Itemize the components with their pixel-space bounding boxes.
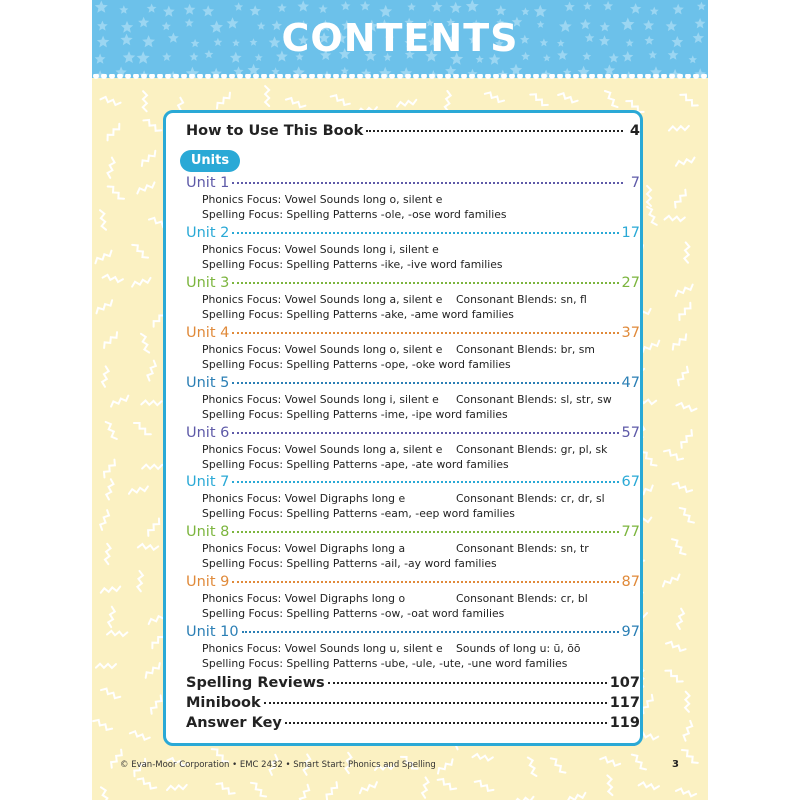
toc-entry-unit-9[interactable]	[186, 574, 640, 590]
unit-blends: Consonant Blends: sn, fl	[456, 293, 587, 306]
unit-phonics-focus: Phonics Focus: Vowel Sounds long a, silent e Consonant Blends: sn, fl	[202, 293, 587, 306]
unit-spelling-focus: Spelling Focus: Spelling Patterns -ope, -oke word families	[202, 358, 511, 371]
toc-entry-unit-4[interactable]	[186, 325, 640, 341]
toc-entry-page: 57	[621, 425, 640, 441]
toc-entry-page: 27	[621, 275, 640, 291]
leader-dots	[328, 682, 607, 684]
banner-scalloped-edge	[92, 74, 708, 82]
unit-blends: Consonant Blends: sn, tr	[456, 542, 589, 555]
toc-entry-unit-8[interactable]	[186, 524, 640, 540]
toc-entry-label: Unit 5	[186, 375, 230, 391]
unit-spelling-focus: Spelling Focus: Spelling Patterns -ike, -ive word families	[202, 258, 503, 271]
unit-spelling-focus: Spelling Focus: Spelling Patterns -ow, -oat word families	[202, 607, 505, 620]
toc-entry-answer-key[interactable]	[186, 715, 640, 731]
toc-entry-unit-10[interactable]	[186, 624, 640, 640]
unit-blends: Sounds of long u: ū, ōō	[456, 642, 581, 655]
unit-blends: Consonant Blends: sl, str, sw	[456, 393, 612, 406]
toc-entry-how-to-use[interactable]	[186, 123, 640, 139]
toc-entry-page: 97	[621, 624, 640, 640]
unit-phonics-focus: Phonics Focus: Vowel Sounds long i, silent e	[202, 243, 439, 256]
book-page	[92, 0, 708, 800]
toc-entry-label: Unit 3	[186, 275, 230, 291]
toc-entry-page: 77	[621, 524, 640, 540]
toc-entry-label: Minibook	[186, 695, 261, 711]
copyright-footer: © Evan-Moor Corporation • EMC 2432 • Smart Start: Phonics and Spelling	[120, 760, 436, 770]
toc-entry-page: 4	[629, 123, 640, 139]
leader-dots	[366, 130, 623, 132]
toc-entry-unit-1[interactable]	[186, 175, 640, 191]
page-number: 3	[672, 759, 679, 770]
title-banner	[92, 0, 708, 78]
toc-entry-label: Answer Key	[186, 715, 282, 731]
toc-entry-page: 67	[621, 474, 640, 490]
leader-dots	[232, 432, 618, 434]
toc-entry-label: Unit 7	[186, 474, 230, 490]
unit-spelling-focus: Spelling Focus: Spelling Patterns -ube, -ule, -ute, -une word families	[202, 657, 568, 670]
unit-spelling-focus: Spelling Focus: Spelling Patterns -ole, -ose word families	[202, 208, 507, 221]
toc-entry-label: Unit 8	[186, 524, 230, 540]
leader-dots	[264, 702, 607, 704]
leader-dots	[232, 282, 618, 284]
contents-panel	[163, 110, 643, 746]
unit-blends: Consonant Blends: cr, dr, sl	[456, 492, 605, 505]
toc-entry-page: 107	[609, 675, 640, 691]
toc-entry-unit-5[interactable]	[186, 375, 640, 391]
leader-dots	[232, 332, 618, 334]
toc-entry-unit-6[interactable]	[186, 425, 640, 441]
unit-phonics-focus: Phonics Focus: Vowel Digraphs long o Consonant Blends: cr, bl	[202, 592, 588, 605]
unit-spelling-focus: Spelling Focus: Spelling Patterns -ake, -ame word families	[202, 308, 514, 321]
unit-spelling-focus: Spelling Focus: Spelling Patterns -ime, -ipe word families	[202, 408, 508, 421]
unit-phonics-focus: Phonics Focus: Vowel Sounds long o, silent e Consonant Blends: br, sm	[202, 343, 595, 356]
toc-entry-label: Spelling Reviews	[186, 675, 325, 691]
toc-entry-unit-2[interactable]	[186, 225, 640, 241]
toc-entry-page: 117	[609, 695, 640, 711]
leader-dots	[232, 481, 618, 483]
toc-entry-unit-3[interactable]	[186, 275, 640, 291]
page-title: CONTENTS	[281, 16, 519, 60]
toc-entry-label: Unit 9	[186, 574, 230, 590]
unit-phonics-focus: Phonics Focus: Vowel Sounds long i, silent e Consonant Blends: sl, str, sw	[202, 393, 612, 406]
unit-spelling-focus: Spelling Focus: Spelling Patterns -ail, -ay word families	[202, 557, 497, 570]
leader-dots	[232, 182, 623, 184]
leader-dots	[232, 382, 618, 384]
toc-entry-page: 47	[621, 375, 640, 391]
toc-entry-page: 119	[609, 715, 640, 731]
toc-entry-page: 37	[621, 325, 640, 341]
leader-dots	[232, 531, 618, 533]
unit-blends: Consonant Blends: gr, pl, sk	[456, 443, 608, 456]
toc-entry-label: Unit 6	[186, 425, 230, 441]
toc-entry-page: 87	[621, 574, 640, 590]
unit-phonics-focus: Phonics Focus: Vowel Digraphs long e Consonant Blends: cr, dr, sl	[202, 492, 605, 505]
unit-phonics-focus: Phonics Focus: Vowel Digraphs long a Consonant Blends: sn, tr	[202, 542, 589, 555]
unit-phonics-focus: Phonics Focus: Vowel Sounds long a, silent e Consonant Blends: gr, pl, sk	[202, 443, 608, 456]
leader-dots	[232, 232, 618, 234]
unit-phonics-focus: Phonics Focus: Vowel Sounds long o, silent e	[202, 193, 443, 206]
unit-phonics-focus: Phonics Focus: Vowel Sounds long u, silent e Sounds of long u: ū, ōō	[202, 642, 581, 655]
toc-entry-page: 7	[630, 175, 640, 191]
toc-entry-label: Unit 2	[186, 225, 230, 241]
toc-entry-label: Unit 1	[186, 175, 230, 191]
leader-dots	[285, 722, 607, 724]
unit-spelling-focus: Spelling Focus: Spelling Patterns -ape, -ate word families	[202, 458, 509, 471]
unit-blends: Consonant Blends: cr, bl	[456, 592, 588, 605]
toc-entry-label: Unit 4	[186, 325, 230, 341]
toc-entry-spelling-reviews[interactable]	[186, 675, 640, 691]
toc-entry-label: How to Use This Book	[186, 123, 364, 139]
toc-entry-minibook[interactable]	[186, 695, 640, 711]
unit-spelling-focus: Spelling Focus: Spelling Patterns -eam, -eep word families	[202, 507, 515, 520]
toc-entry-page: 17	[621, 225, 640, 241]
units-badge: Units	[180, 150, 240, 172]
leader-dots	[232, 581, 618, 583]
toc-entry-label: Unit 10	[186, 624, 239, 640]
toc-entry-unit-7[interactable]	[186, 474, 640, 490]
leader-dots	[242, 631, 619, 633]
unit-blends: Consonant Blends: br, sm	[456, 343, 595, 356]
